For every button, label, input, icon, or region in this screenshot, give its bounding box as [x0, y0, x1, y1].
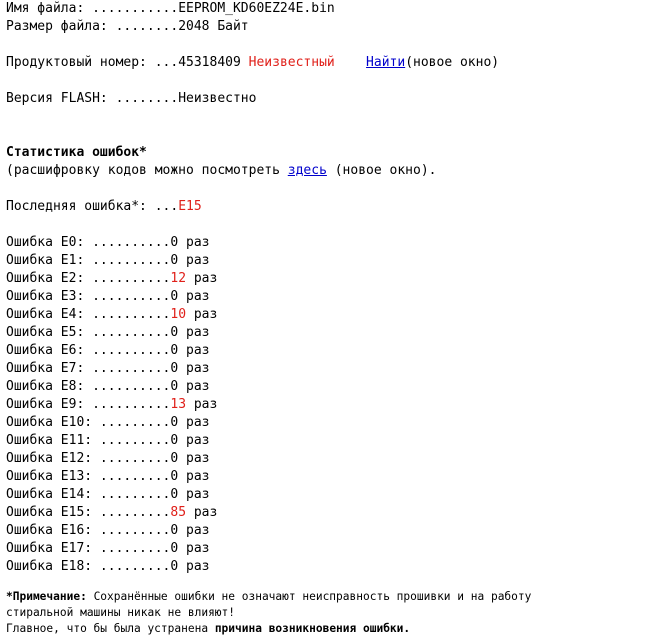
- error-label: Ошибка E12: .........: [6, 451, 171, 466]
- error-unit: раз: [186, 289, 210, 304]
- error-label: Ошибка E8: ..........: [6, 379, 171, 394]
- product-status: Неизвестный: [248, 55, 335, 70]
- error-unit: раз: [186, 541, 210, 556]
- error-label: Ошибка E2: ..........: [6, 271, 171, 286]
- error-row: [6, 504, 641, 522]
- error-row: [6, 378, 641, 396]
- error-row: [6, 360, 641, 378]
- error-unit: раз: [186, 487, 210, 502]
- error-row: [6, 324, 641, 342]
- file-size-label: Размер файла: ........: [6, 19, 179, 34]
- footnote-line3-bold: причина возникновения ошибки.: [214, 622, 411, 635]
- error-count: 0: [170, 541, 179, 556]
- footnote-line2: стиральной машины никак не влияют!: [6, 606, 236, 619]
- error-label: Ошибка E17: .........: [6, 541, 171, 556]
- error-unit: раз: [186, 523, 210, 538]
- error-unit: раз: [186, 325, 210, 340]
- error-label: Ошибка E15: .........: [6, 505, 171, 520]
- error-label: Ошибка E1: ..........: [6, 253, 171, 268]
- codes-decode-link[interactable]: здесь: [287, 163, 327, 178]
- error-unit: раз: [186, 433, 210, 448]
- error-count: 0: [170, 253, 179, 268]
- error-list: [6, 234, 641, 576]
- file-size-value: 2048 Байт: [178, 19, 249, 34]
- error-label: Ошибка E3: ..........: [6, 289, 171, 304]
- error-label: Ошибка E14: .........: [6, 487, 171, 502]
- error-unit: раз: [186, 235, 210, 250]
- footnote-prefix: *Примечание:: [6, 590, 87, 603]
- error-row: [6, 414, 641, 432]
- file-name-row: [6, 0, 641, 18]
- error-row: [6, 522, 641, 540]
- error-row: [6, 306, 641, 324]
- flash-version-label: Версия FLASH: ........: [6, 91, 179, 106]
- error-count: 0: [170, 523, 179, 538]
- file-size-row: [6, 18, 641, 36]
- error-row: [6, 252, 641, 270]
- error-count: 0: [170, 469, 179, 484]
- error-row: [6, 234, 641, 252]
- error-unit: раз: [186, 253, 210, 268]
- error-count: 0: [170, 415, 179, 430]
- error-count: 0: [170, 343, 179, 358]
- error-label: Ошибка E10: .........: [6, 415, 171, 430]
- error-unit: раз: [186, 559, 210, 574]
- error-row: [6, 468, 641, 486]
- report-content: [6, 0, 641, 576]
- error-label: Ошибка E4: ..........: [6, 307, 171, 322]
- file-name-label: Имя файла: ...........: [6, 1, 179, 16]
- error-row: [6, 270, 641, 288]
- error-label: Ошибка E0: ..........: [6, 235, 171, 250]
- error-count: 0: [170, 235, 179, 250]
- error-count: 10: [170, 307, 187, 322]
- footnote-line1: Сохранённые ошибки не означают неисправность прошивки и на работу: [86, 590, 532, 603]
- error-row: [6, 450, 641, 468]
- error-unit: раз: [186, 343, 210, 358]
- product-number-row: [6, 54, 641, 72]
- error-unit: раз: [186, 379, 210, 394]
- stats-hint: [6, 162, 641, 180]
- product-number-label: Продуктовый номер: ...: [6, 55, 179, 70]
- error-count: 0: [170, 559, 179, 574]
- flash-version-value: Неизвестно: [178, 91, 257, 106]
- error-label: Ошибка E6: ..........: [6, 343, 171, 358]
- footnote-line3-prefix: Главное, что бы была устранена: [6, 622, 215, 635]
- error-unit: раз: [193, 505, 218, 520]
- error-unit: раз: [186, 451, 210, 466]
- error-label: Ошибка E18: .........: [6, 559, 171, 574]
- error-unit: раз: [186, 361, 210, 376]
- error-label: Ошибка E9: ..........: [6, 397, 171, 412]
- error-row: [6, 486, 641, 504]
- error-unit: раз: [186, 469, 210, 484]
- error-count: 85: [170, 505, 187, 520]
- find-link-suffix: (новое окно): [405, 55, 500, 70]
- error-label: Ошибка E16: .........: [6, 523, 171, 538]
- find-product-link[interactable]: Найти: [366, 55, 406, 70]
- error-count: 0: [170, 451, 179, 466]
- error-row: [6, 288, 641, 306]
- error-row: [6, 432, 641, 450]
- flash-version-row: [6, 90, 641, 108]
- error-unit: раз: [186, 415, 210, 430]
- error-count: 0: [170, 361, 179, 376]
- error-label: Ошибка E13: .........: [6, 469, 171, 484]
- error-unit: раз: [193, 397, 218, 412]
- error-count: 0: [170, 289, 179, 304]
- file-name-value: EEPROM_KD60EZ24E.bin: [178, 1, 335, 16]
- error-row: [6, 558, 641, 576]
- error-label: Ошибка E5: ..........: [6, 325, 171, 340]
- stats-heading: Статистика ошибок*: [6, 145, 147, 160]
- error-row: [6, 540, 641, 558]
- error-unit: раз: [193, 271, 218, 286]
- error-count: 0: [170, 487, 179, 502]
- error-count: 0: [170, 433, 179, 448]
- last-error-value: E15: [178, 199, 202, 214]
- footnote: [6, 589, 641, 637]
- error-count: 12: [170, 271, 187, 286]
- error-count: 0: [170, 379, 179, 394]
- error-label: Ошибка E11: .........: [6, 433, 171, 448]
- error-count: 0: [170, 325, 179, 340]
- error-label: Ошибка E7: ..........: [6, 361, 171, 376]
- error-row: [6, 396, 641, 414]
- product-number-value: 45318409: [178, 55, 241, 70]
- last-error-label: Последняя ошибка*: ...: [6, 199, 179, 214]
- last-error-row: [6, 198, 641, 216]
- error-count: 13: [170, 397, 187, 412]
- stats-hint-prefix: (расшифровку кодов можно посмотреть: [6, 163, 288, 178]
- error-unit: раз: [193, 307, 218, 322]
- stats-hint-suffix: (новое окно).: [326, 163, 437, 178]
- error-row: [6, 342, 641, 360]
